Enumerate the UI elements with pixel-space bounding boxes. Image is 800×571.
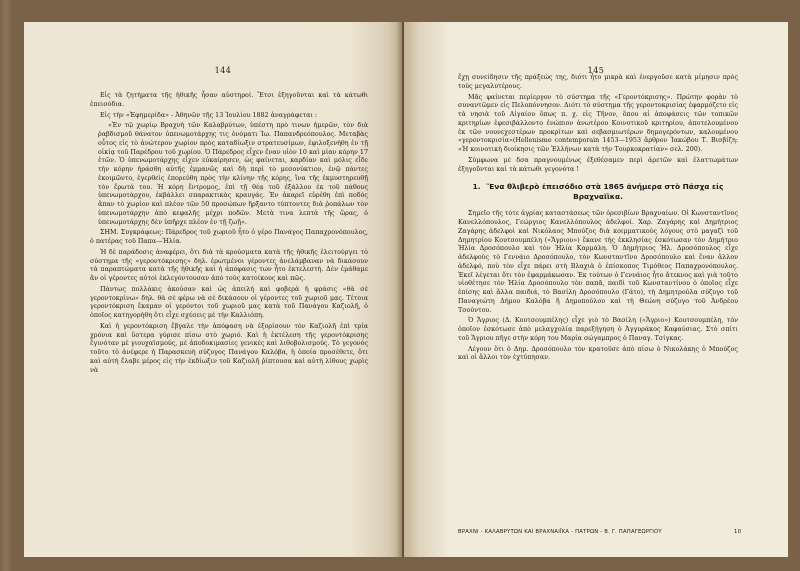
author-note: ΣΗΜ. Συγκράφεως: Πάρεδρος τοῦ χωριοῦ ἦτο ὁ γέρο Πανάγος Παπαχρονόπουλος, ὁ πατέρας τοῦ Παπα—Ἠλία. bbox=[90, 229, 368, 245]
newspaper-quote: «Ἐν τῷ χωρίῳ Βραχνὴ τῶν Καλαβρύτων, ὑπέστη πρὸ τινων ἡμερῶν, τὸν διὰ ῥαβδισμοῦ θάνατον ὑπενωμοτάρχης τις ὀνόματι Ἰω. Παπανδρεόπουλος. Μεταβὰς οὗτος εἰς τὸ ἀνώτερον χωρίον πρὸς καταδίωξιν στρατευσίμων, ἐφιλοξενήθη ἐν τῇ οἰκίᾳ τοῦ Παρέδρου τοῦ χωρίου. Ὁ Πάρεδρος εἶχεν ἕναν υἱὸν 10 καὶ μίαν κόρην 17 ἐτῶν. Ὁ ὑπενωμοτάρχης εἶχεν εὐκαίρησεν, ὡς φαίνεται, καρδίαν καὶ μόλις εἶδε τὴν κόρην ἠράσθη αὐτῆς ἐμμανῶς καὶ δὴ περὶ τὸ μεσονύκτιον, ἐνῷ πάντες ἐκοιμῶντο, ἐγερθεὶς ἐπορεύθη πρὸς τὴν κλίνην τῆς κόρης, ἵνα τῆς ἐκμυστηρευθῇ τὸν ἔρωτά του. Ἡ κόρη ἔντρομος, ἐπὶ τῇ θέᾳ τοῦ ἐξάλλου ἐκ τοῦ πάθους ὑπενωμοτάρχου, ἐκβάλλει σπαρακτικὰς κραυγάς. Ἐν ἀκαρεῖ εὑρέθη ἐπὶ ποδὸς ἅπαν τὸ χωρίον καὶ πλέον τῶν 50 προσώπων ἥρξαντο τύπτοντες διὰ ῥοπάλων τὸν ὑπενωμοτάρχην ἀπὸ κεφαλῆς μέχρι ποδῶν. Μετὰ τινα λεπτὰ τῆς ὥρας, ὁ ὑπενωμοτάρχης δὲν ὑπῆρχε πλέον ἐν τῇ ζωῇ». bbox=[98, 122, 368, 226]
footer-title: ΒΡΑΧΝΙ - ΚΑΛΑΒΡΥΤΩΝ ΚΑΙ ΒΡΑΧΝΑΙΪΚΑ - ΠΑΤΡΩΝ - Β. Γ. ΠΑΠΑΓΕΩΡΓΙΟΥ bbox=[458, 529, 662, 535]
section-heading bbox=[458, 182, 738, 201]
paragraph: Πάντως πολλάκις ἀκούσαν καὶ ὡς ἀπειλή καὶ φοβερὰ ἡ φράσις «θὰ σὲ γεροντοκρίνω» δηλ. θὰ σὲ φέρω νὰ σὲ δικάσουν οἱ γέροντες τοῦ χωριοῦ μας. Τέτοια γεροντόκριση ἔκαμαν οἱ γερόντοι τοῦ χωριοῦ μας κατὰ τοῦ Πανάγου Καζιολῆ, ὁ ὁποῖος κατηγορήθη ὅτι εἶχε σχέσεις μὲ τὴν Καλλιόπη. bbox=[90, 285, 368, 319]
paragraph: Εἰς τὴν «Ἐφημερίδα» - Ἀθηνῶν τῆς 13 Ἰουλίου 1882 ἀναγράφεται : bbox=[100, 111, 317, 119]
left-page bbox=[24, 22, 402, 557]
paragraph: Σύμφωνα μὲ δσα πραγνουμένως ἐξεθέσαμεν περὶ ἀρετῶν καὶ ἐλαττωμάτων ἐξηγοῦνται καὶ τὰ κάτωθι γεγονότα ! bbox=[458, 156, 738, 173]
paragraph: Εἰς τὰ ζητήματα τῆς ἠθικῆς ἦσαν αὐστηροί. Ἔτσι ἐξηγοῦνται καὶ τὰ κάτωθι ἐπεισόδια. bbox=[90, 92, 368, 108]
left-page-text bbox=[90, 92, 368, 377]
paragraph: Καὶ ἡ γεροντόκριση ἔβγαλε τὴν ἀπόφαση νὰ ἐξορίσουν τὸν Καζιολῆ ἐπὶ τρία χρόνια καὶ ὕστερα γύρισε πίσω στὸ χωριό. Καὶ ἡ ἐκτέλεση τῆς γεροντόκρισης ἔγινόταν μὲ γιουχαϊσμούς, μὲ ἀποδοκιμασίες γενικὲς καὶ λιθοβολισμούς. Τὸ γεγονὸς τοῦτο τὸ ἀνέφερε ἡ Παρασκευὴ σύζυγος Πανάγου Καλόβα, ἡ ὁποία προσέθετε, ὅτι καὶ αὐτὴ ἔλαβε μέρος εἰς τὴν ἐκδίωξιν τοῦ Καζιολῆ ῥίπτουσα καὶ αὐτὴ λίθους χωρὶς νὰ bbox=[90, 322, 368, 374]
paragraph: Μᾶς φαίνεται περίεργον τὸ σύστημα τῆς «Γεροντόκρισης». Πρώτην φορὰν τὸ συναντῶμεν εἰς Πελοπόννησον. Διότι τὸ σύστημα τῆς γεροντοκρισίας ἐφαρμόζετο εἰς τὰ νησιὰ τοῦ Αἰγαίου ὅπως π. χ. εἰς Τῆνον, ὅπου αἱ ἀποφάσεις τῶν τοπικῶν κριτηρίων ἐφεσιβάλλοντο ἐνώπιον ἀνωτέρου Κοινοτικοῦ κριτηρίου, ἀποτελουμένου ἐκ τῶν νουνεχεστέρων προκρίτων καὶ σεβασμιωτέρων δημογερόντων, καλουμένου «γεροντοκρισία»(Hellenisme contemporain 1453—1953 ἄρθρον Ἰακώβου Τ. Βισβίζη: «Ἡ κοινοτικὴ διοίκησις τῶν Ἑλλήνων κατὰ τὴν Τουρκοκρατίαν» σελ. 200). bbox=[458, 93, 738, 153]
paragraph: Λέγουν ὅτι ὁ Δημ. Δροσόπουλο τὸν κρατοῦσε ἀπὸ πίσω ὁ Νικολάκης ὁ Μπούζος καὶ οἱ ἄλλοι τὸν ἐχτύπησαν. bbox=[458, 345, 738, 362]
paragraph: Ὁ Ἄγριος (Δ. Κουτσουμπέλης) εἶχε γιὸ τὸ Βασίλη («Ἄγριο») Κουτσουμπέλη, τὸν ὁποῖον ἐσκότωσε ἀπὸ μελαγχολίᾳ παρεξήγηση ὁ Ἀγγυράκος Καφαύσιας. Στὸ σπίτι τοῦ Ἄγριου πῆγε στὴν κόρη του Μαρία σώγαμπρος ὁ Παναγ. Τσίγκας. bbox=[458, 317, 738, 342]
page-number: 145 bbox=[587, 66, 605, 75]
page-number: 144 bbox=[214, 66, 232, 75]
paragraph: Σημεῖο τῆς τότε ἀγρίας καταστάσεως τῶν ὁρεσιβίων Βραχναίων. Οἱ Κωνσταντῖνος Κανελλόπουλος, Γεώργιος Κανελλόπουλος ἀδελφοί. Χαρ. Ζαγάρης καὶ Δημήτριος Ζαγάρης ἀδελφοὶ καὶ Νικόλαος Μπούζος διὰ κοιμματικοὺς λόγους στὸ μαγαζὶ τοῦ Δημητρίου Κουτσουμπέλη («Ἄγριου») ἔκανε τὴς ἐκκλησίας ἐσκότωσαν τὸν Δημήτριο Ἠλία Δροσόπουλο καὶ τὸν Ἠλία Καρμάλη. Ὁ Δημήτριος Ἠλ. Δροσόπουλος εἶχε ἀδελφοὺς τὸ Γεννάιο Δροσόπουλο, τὸν Κωνσταντῖνο Δροσόπουλο καὶ ἕναν ἄλλον ἀδελφό, ποὺ τὸν εἶχε πάρει στὴ Βλαχιὰ ὁ ἐπίσκοπος Τιμόθεος Παπαχρονόπουλος. Ἐκεῖ λέγεται ὅτι τὸν ἐφαρμάκωσαν. Ἐκ τούτων ὁ Γεννάιος ἦτο ἄτεκνος καὶ γιὰ τοῦτο υἱοθέτησε τὸν Ἠλία Δροσόπουλο τὸν παπᾶ, παιδὶ τοῦ Κωνσταντίνου ὁ ὁποῖος εἶχε ἐπίσης καὶ ἄλλα παιδιά, τὸ Βασίλη Δροσόπουλο (Γάτο), τὴ Δημητρούλα σύζυγο τοῦ Παναγιώτη Δήμου Καλόβα ἢ Δημοπούλου καὶ τὴ Θεώνη σύζυγο τοῦ Ἀνδρέου Τσούντου. bbox=[458, 210, 739, 314]
paragraph: ἔχῃ συνείδησιν τῆς πράξεώς της, διότι ἦτο μικρὰ καὶ ἐνεργοῦσε κατὰ μίμησιν πρὸς τοὺς μεγαλυτέρους. bbox=[458, 74, 738, 90]
right-page bbox=[404, 22, 788, 557]
section-number: 1. bbox=[472, 182, 481, 192]
right-page-text bbox=[458, 74, 738, 365]
footer-number: 10 bbox=[734, 529, 742, 535]
section-title: Ἕνα θλιβερὸ ἐπεισόδιο στὰ 1865 ἀνήμερα στὸ Πάσχα εἰς Βραχναῖϊκα. bbox=[486, 182, 724, 201]
paragraph: Ἡ δὲ παράδοσις ἀναφέρει, ὅτι διὰ τὰ κρούσματα κατὰ τῆς ἠθικῆς ἐλειτούργει τὸ σύστημα τῆς «γεροντόκρισης» δηλ. ἐρωτμένοι γέροντες ἀνελάμβαναν νὰ δικάσουν τὰ παραπτώματα κατὰ τῆς ἠθικῆς καὶ ἡ ἀπόφασις των ἦτο ἐκτελεστή. Δὲν ἐμάθαμε ἂν οἱ γέροντες αὐτοὶ ἐκλεγόντουσαν ἀπὸ τοὺς κατοίκους καὶ πῶς. bbox=[90, 248, 368, 282]
